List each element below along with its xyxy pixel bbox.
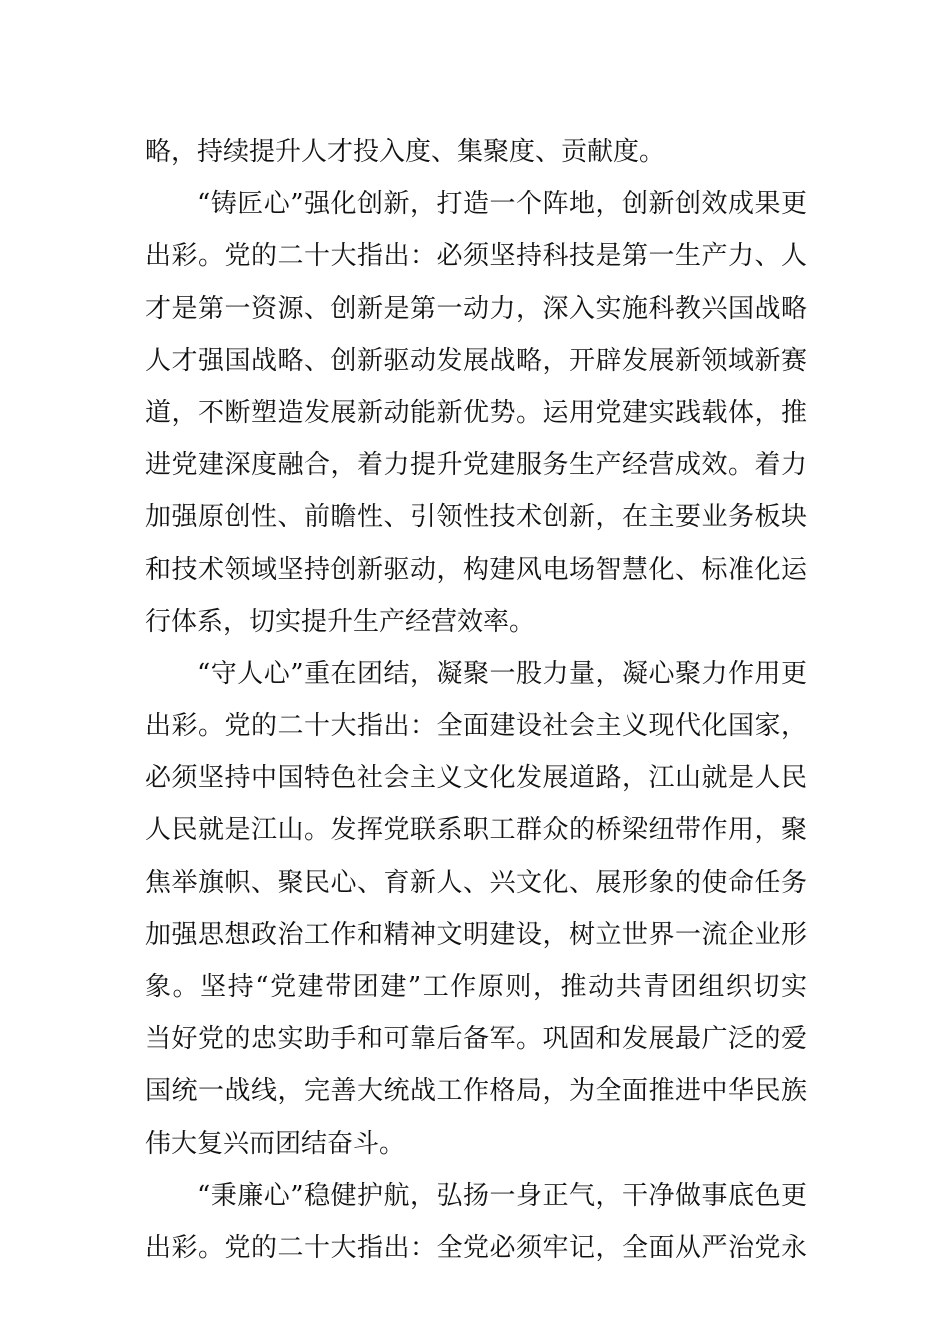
text-line: “秉廉心”稳健护航，弘扬一身正气，干净做事底色更 [197, 1180, 807, 1211]
text-line: 伟大复兴而团结奋斗。 [145, 1128, 406, 1159]
text-line: 当好党的忠实助手和可靠后备军。巩固和发展最广泛的爱 [145, 1024, 807, 1055]
paragraph-continued [145, 126, 807, 178]
text-line: 焦举旗帜、聚民心、育新人、兴文化、展形象的使命任务 [145, 867, 807, 898]
paragraph-shou-ren-xin [145, 648, 807, 1170]
text-line: 略，持续提升人才投入度、集聚度、贡献度。 [145, 137, 666, 167]
text-line: “铸匠心”强化创新，打造一个阵地，创新创效成果更 [197, 189, 807, 220]
document-body [145, 126, 807, 1274]
text-line: 出彩。党的二十大指出：全党必须牢记，全面从严治党永 [145, 1232, 807, 1263]
text-line: 道，不断塑造发展新动能新优势。运用党建实践载体，推 [145, 397, 807, 428]
text-line: 出彩。党的二十大指出：必须坚持科技是第一生产力、人 [145, 241, 807, 272]
text-line: 进党建深度融合，着力提升党建服务生产经营成效。着力 [145, 450, 807, 481]
text-line: 加强原创性、前瞻性、引领性技术创新，在主要业务板块 [145, 502, 807, 533]
text-line: 象。坚持“党建带团建”工作原则，推动共青团组织切实 [145, 972, 807, 1002]
text-line: “守人心”重在团结，凝聚一股力量，凝心聚力作用更 [197, 658, 807, 689]
text-line: 国统一战线，完善大统战工作格局，为全面推进中华民族 [145, 1076, 807, 1107]
text-line: 必须坚持中国特色社会主义文化发展道路，江山就是人民 [145, 763, 807, 794]
text-line: 人民就是江山。发挥党联系职工群众的桥梁纽带作用，聚 [145, 815, 807, 846]
text-line: 人才强国战略、创新驱动发展战略，开辟发展新领域新赛 [145, 345, 807, 376]
text-line: 行体系，切实提升生产经营效率。 [145, 606, 536, 637]
text-line: 加强思想政治工作和精神文明建设，树立世界一流企业形 [145, 919, 807, 950]
text-line: 出彩。党的二十大指出：全面建设社会主义现代化国家， [145, 711, 807, 742]
text-line: 和技术领域坚持创新驱动，构建风电场智慧化、标准化运 [145, 554, 807, 585]
paragraph-zhu-jiang-xin [145, 178, 807, 648]
text-line: 才是第一资源、创新是第一动力，深入实施科教兴国战略 [145, 293, 807, 324]
paragraph-bing-lian-xin [145, 1170, 807, 1274]
